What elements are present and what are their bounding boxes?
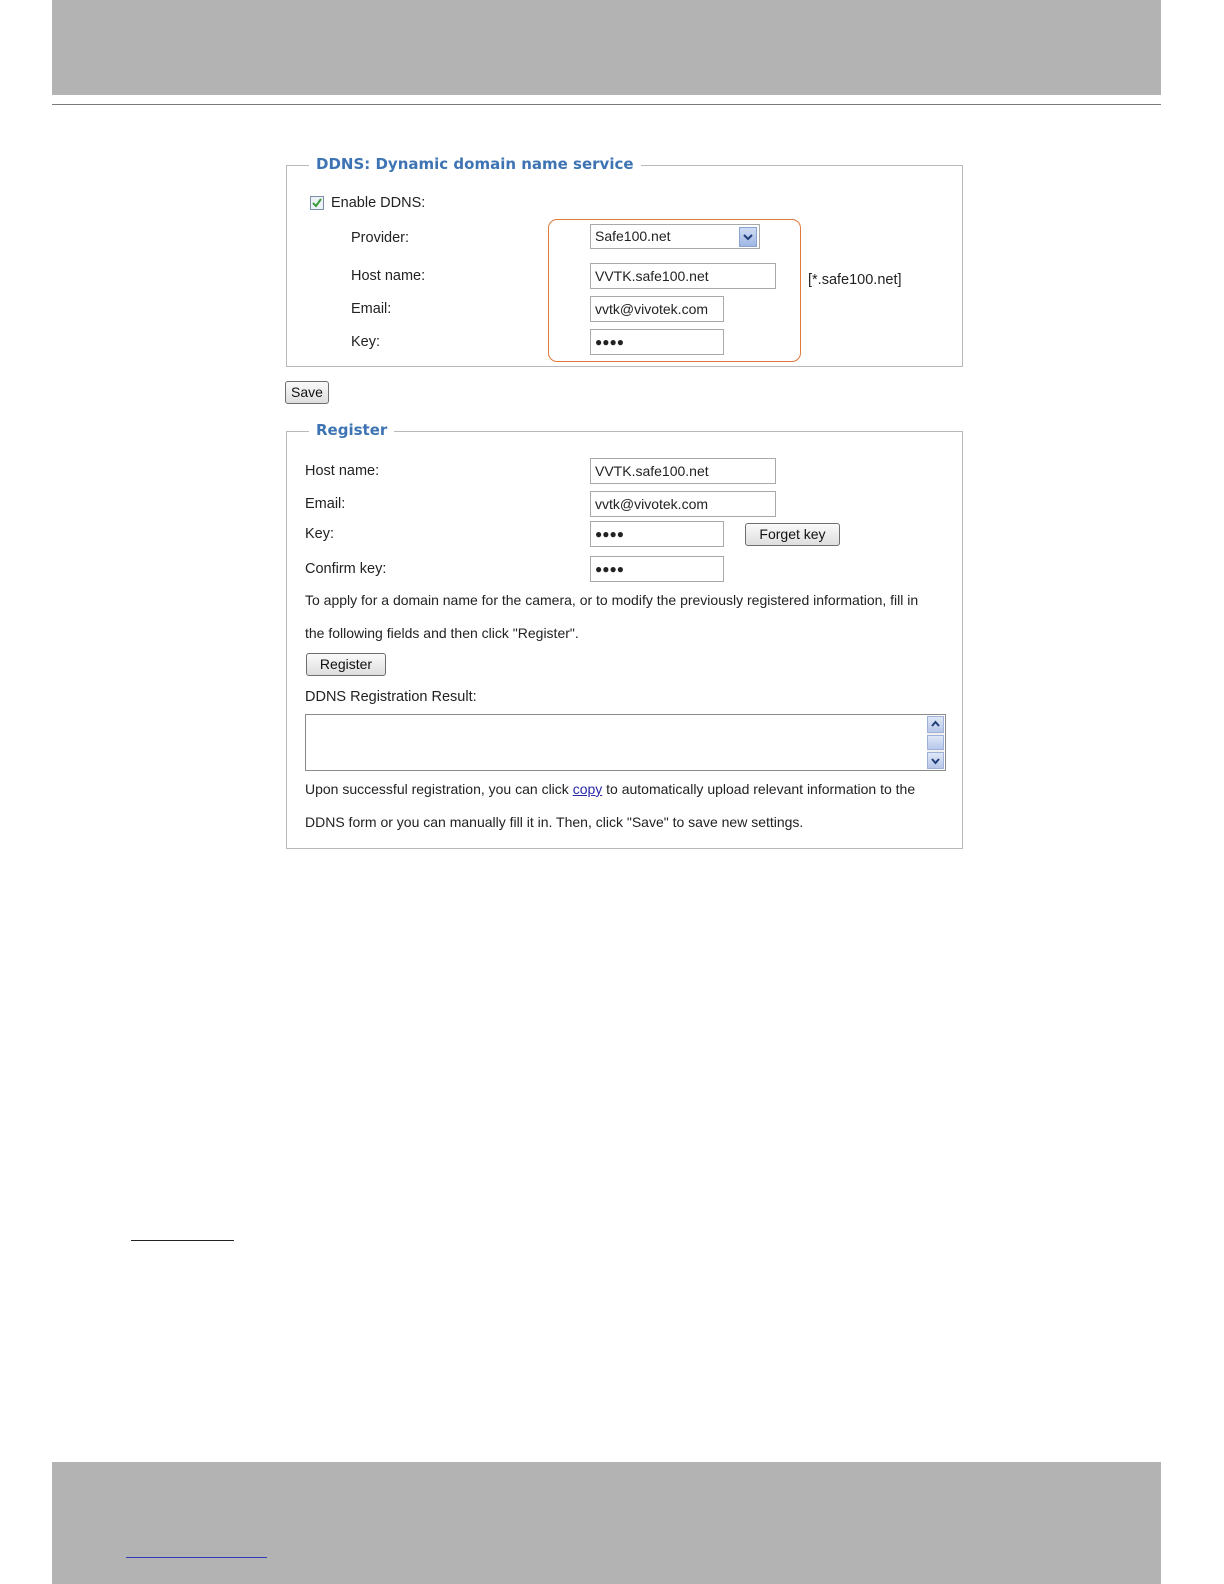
hostname-input[interactable]: VVTK.safe100.net [590,263,776,289]
register-key-label: Key: [305,526,335,542]
page-header-band [52,0,1161,95]
provider-label: Provider: [351,230,410,246]
register-email-label: Email: [305,496,346,512]
hostname-label: Host name: [351,268,426,284]
registration-result-textarea[interactable] [305,714,946,771]
footer-link-underline [126,1557,267,1558]
register-button[interactable]: Register [306,653,386,676]
result-scrollbar[interactable] [927,716,944,769]
key-input[interactable]: ●●●● [590,329,724,355]
copy-note-post: to automatically upload relevant information to the [602,781,916,797]
chevron-down-icon[interactable] [927,752,944,769]
register-panel [286,421,963,849]
register-email-input[interactable]: vvtk@vivotek.com [590,491,776,517]
scroll-thumb[interactable] [927,735,944,750]
copy-note-line1 [305,773,915,806]
register-instructions-line1: To apply for a domain name for the camera, or to modify the previously registered information, fill in [305,592,919,608]
register-confirm-key-label: Confirm key: [305,561,387,577]
register-instructions-line2: the following fields and then click "Register". [305,625,579,641]
ddns-panel [286,155,963,367]
email-label: Email: [351,301,392,317]
registration-result-label: DDNS Registration Result: [305,689,477,705]
hostname-suffix: [*.safe100.net] [808,272,902,288]
register-legend: Register [309,421,394,439]
enable-ddns-checkbox[interactable] [310,196,324,210]
register-key-input[interactable]: ●●●● [590,521,724,547]
key-label: Key: [351,334,381,350]
copy-note-pre: Upon successful registration, you can click [305,781,573,797]
header-divider [52,104,1161,105]
chevron-up-icon[interactable] [927,716,944,733]
email-input[interactable]: vvtk@vivotek.com [590,296,724,322]
copy-link[interactable]: copy [572,781,603,797]
forget-key-button[interactable]: Forget key [745,523,840,546]
checkmark-icon [312,198,322,208]
underline-rule [131,1240,234,1241]
save-button[interactable]: Save [285,381,329,404]
register-hostname-input[interactable]: VVTK.safe100.net [590,458,776,484]
provider-value: Safe100.net [595,228,671,244]
register-confirm-key-input[interactable]: ●●●● [590,556,724,582]
enable-ddns-label: Enable DDNS: [331,195,426,211]
chevron-down-icon[interactable] [739,227,757,247]
register-hostname-label: Host name: [305,463,380,479]
page-footer-band [52,1462,1161,1584]
copy-note-line2: DDNS form or you can manually fill it in. Then, click "Save" to save new settings. [305,814,804,830]
ddns-legend: DDNS: Dynamic domain name service [309,155,641,173]
provider-select[interactable] [590,224,760,249]
